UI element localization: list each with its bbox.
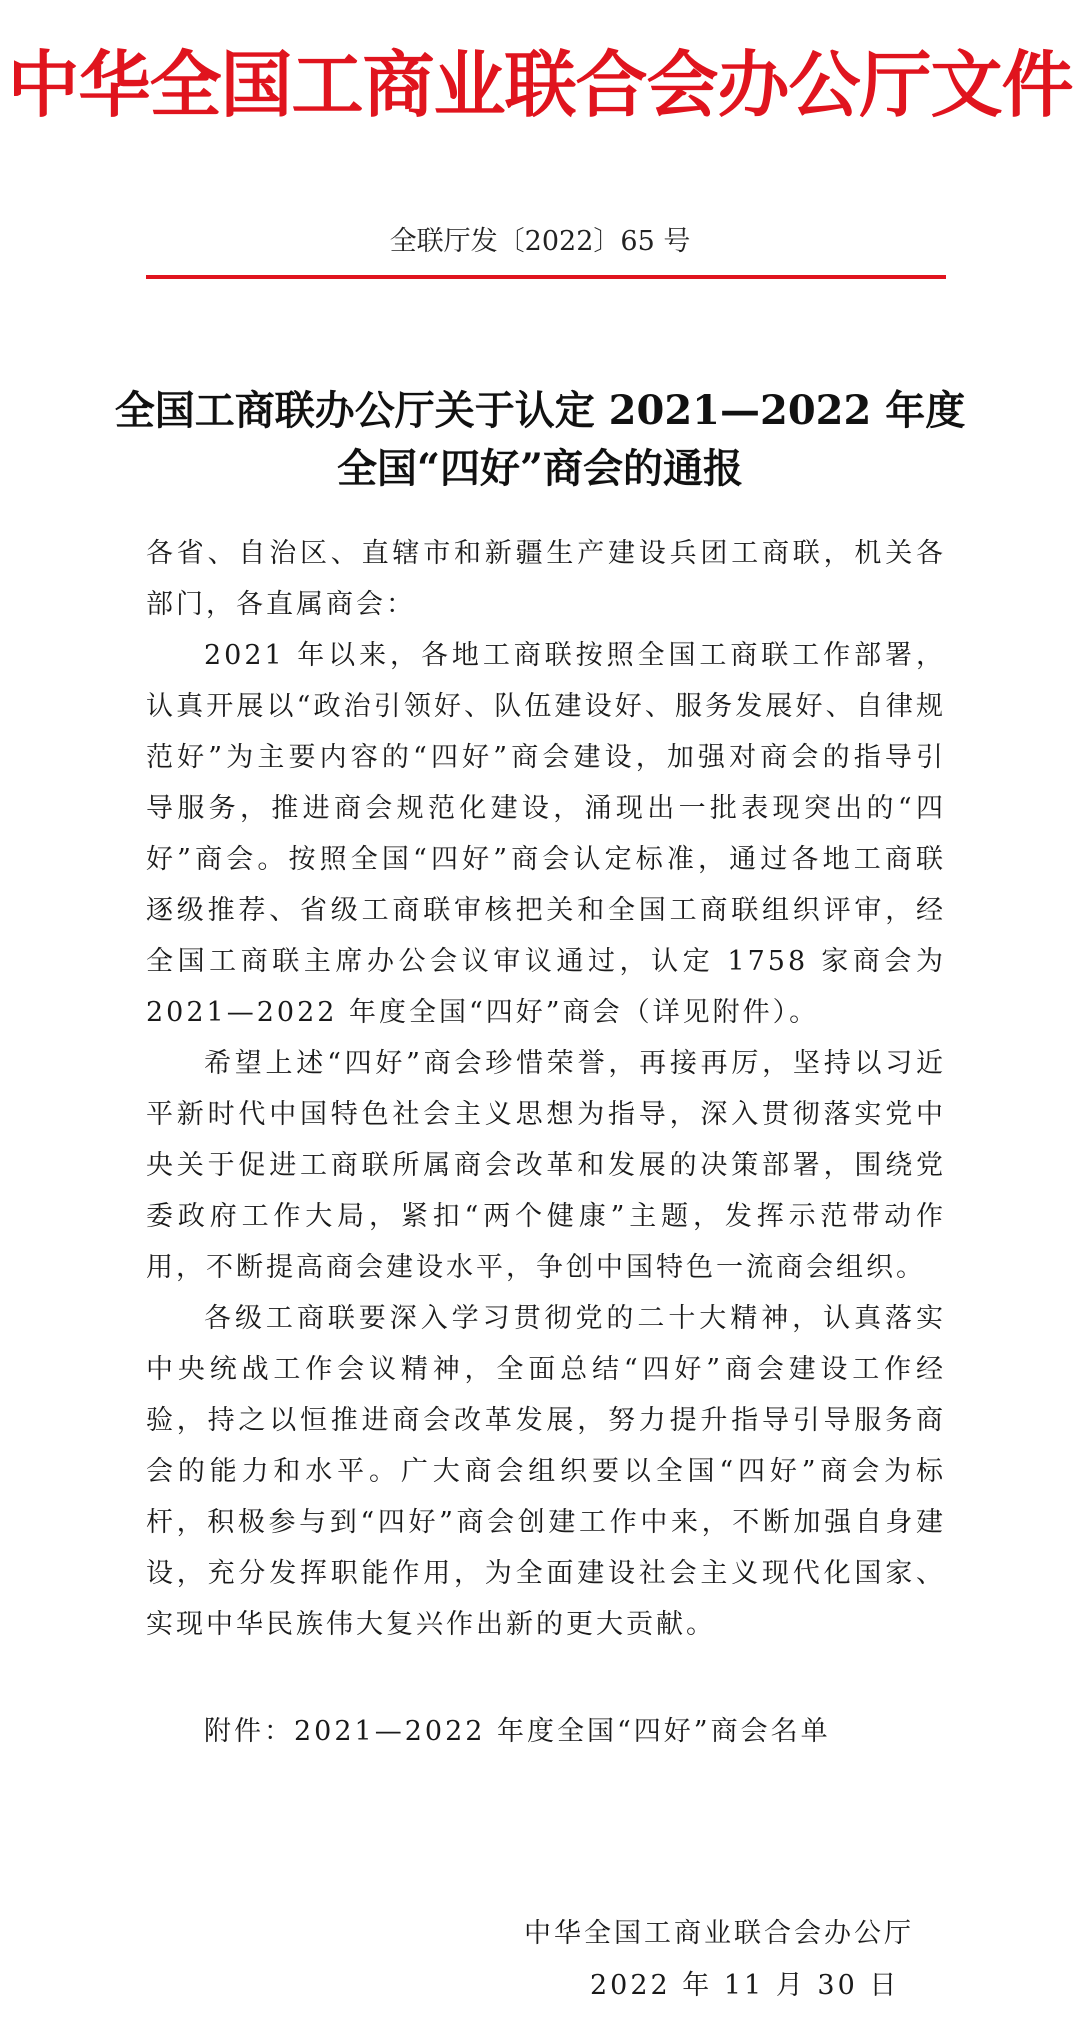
body-paragraph-2: 希望上述“四好”商会珍惜荣誉，再接再厉，坚持以习近平新时代中国特色社会主义思想为指导，深入贯彻落实党中央关于促进工商联所属商会改革和发展的决策部署，围绕党委政府工作大局，紧扣“两个健康”主题，发挥示范带动作用，不断提高商会建设水平，争创中国特色一流商会组织。	[146, 1048, 946, 1283]
title-line-1: 全国工商联办公厅关于认定 2021—2022 年度	[114, 387, 966, 434]
document-body	[146, 528, 946, 1650]
letterhead-title: 中华全国工商业联合会办公厅文件	[7, 43, 1073, 127]
salutation: 各省、自治区、直辖市和新疆生产建设兵团工商联，机关各部门，各直属商会：	[146, 538, 946, 620]
body-paragraph-3: 各级工商联要深入学习贯彻党的二十大精神，认真落实中央统战工作会议精神，全面总结“四好”商会建设工作经验，持之以恒推进商会改革发展，努力提升指导引导服务商会的能力和水平。广大商会组织要以全国“四好”商会为标杆，积极参与到“四好”商会创建工作中来，不断加强自身建设，充分发挥职能作用，为全面建设社会主义现代化国家、实现中华民族伟大复兴作出新的更大贡献。	[146, 1303, 946, 1640]
issuer-signature: 中华全国工商业联合会办公厅	[524, 1918, 914, 1949]
attachment-note: 附件：2021—2022 年度全国“四好”商会名单	[204, 1716, 831, 1747]
red-divider-line	[146, 275, 946, 279]
issue-date: 2022 年 11 月 30 日	[590, 1970, 900, 2001]
document-number: 全联厅发〔2022〕65 号	[389, 226, 691, 257]
document-title	[100, 382, 980, 498]
title-line-2: 全国“四好”商会的通报	[336, 445, 743, 492]
body-paragraph-1: 2021 年以来，各地工商联按照全国工商联工作部署，认真开展以“政治引领好、队伍建设好、服务发展好、自律规范好”为主要内容的“四好”商会建设，加强对商会的指导引导服务，推进商会规范化建设，涌现出一批表现突出的“四好”商会。按照全国“四好”商会认定标准，通过各地工商联逐级推荐、省级工商联审核把关和全国工商联组织评审，经全国工商联主席办公会议审议通过，认定 1758 家商会为 2021—2022 年度全国“四好”商会（详见附件）。	[146, 640, 946, 1028]
